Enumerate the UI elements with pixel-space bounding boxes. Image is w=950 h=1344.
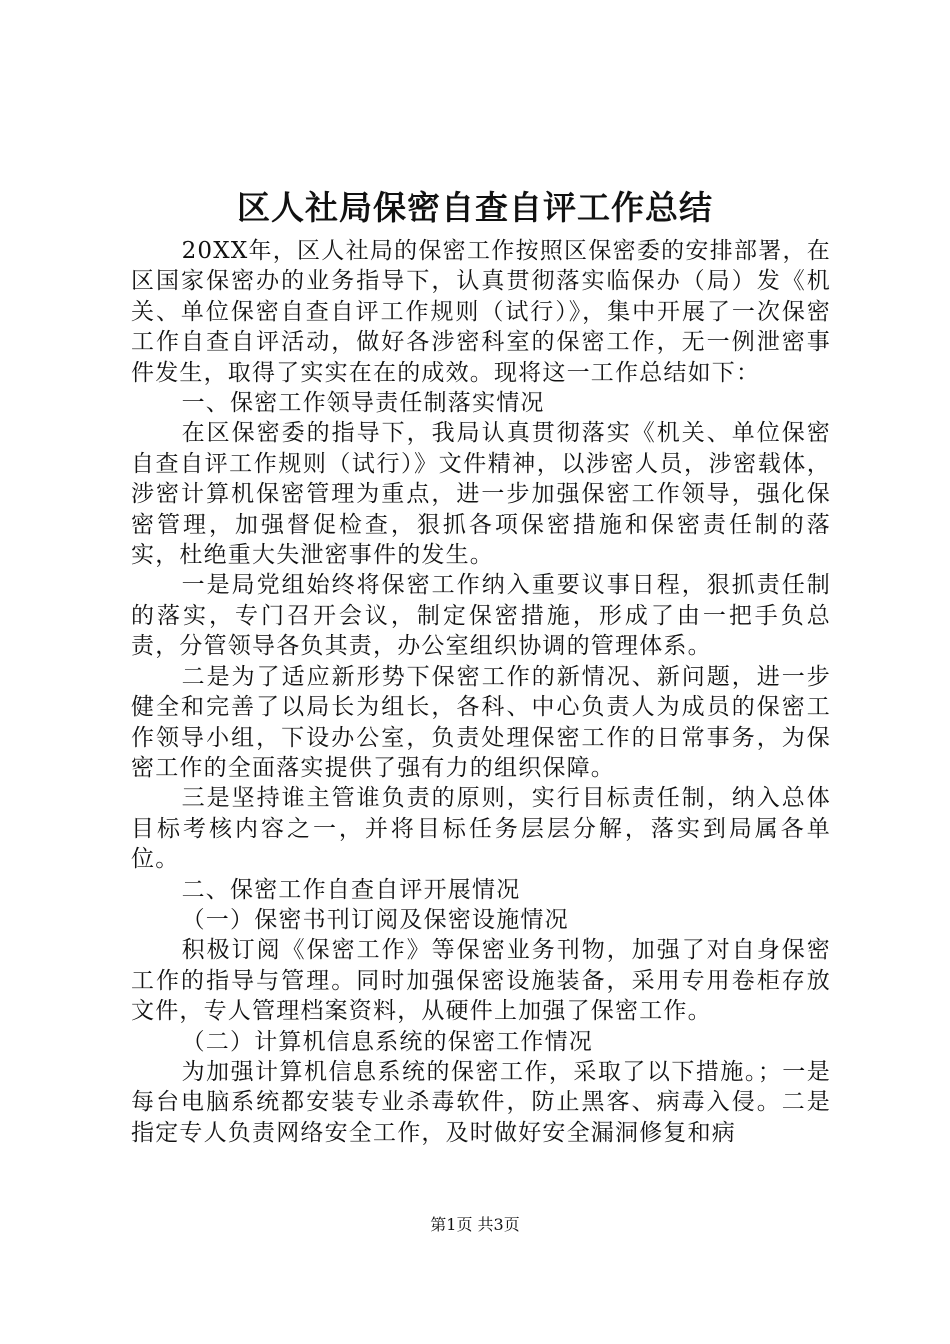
document-body [131,236,831,1148]
document-title: 区人社局保密自查自评工作总结 [237,188,713,227]
body-paragraph: 二是为了适应新形势下保密工作的新情况、新问题，进一步健全和完善了以局长为组长，各科、中心负责人为成员的保密工作领导小组，下设办公室，负责处理保密工作的日常事务，为保密工作的全面落实提供了强有力的组织保障。 [131,663,831,781]
intro-paragraph: 20XX年，区人社局的保密工作按照区保密委的安排部署，在区国家保密办的业务指导下，认真贯彻落实临保办（局）发《机关、单位保密自查自评工作规则（试行）》，集中开展了一次保密工作自查自评活动，做好各涉密科室的保密工作，无一例泄密事件发生，取得了实实在在的成效。现将这一工作总结如下： [131,238,831,386]
body-paragraph: 三是坚持谁主管谁负责的原则，实行目标责任制，纳入总体目标考核内容之一，并将目标任务层层分解，落实到局属各单位。 [131,785,831,873]
body-paragraph: 积极订阅《保密工作》等保密业务刊物，加强了对自身保密工作的指导与管理。同时加强保密设施装备，采用专用卷柜存放文件，专人管理档案资料，从硬件上加强了保密工作。 [131,937,831,1025]
page-number-footer: 第1页 共3页 [430,1215,520,1234]
section-heading-2: 二、保密工作自查自评开展情况 [181,876,521,903]
section-heading-1: 一、保密工作领导责任制落实情况 [181,390,545,417]
body-paragraph: 在区保密委的指导下，我局认真贯彻落实《机关、单位保密自查自评工作规则（试行）》文件精神，以涉密人员，涉密载体，涉密计算机保密管理为重点，进一步加强保密工作领导，强化保密管理，加强督促检查，狠抓各项保密措施和保密责任制的落实，杜绝重大失泄密事件的发生。 [131,420,831,569]
body-paragraph: 一是局党组始终将保密工作纳入重要议事日程，狠抓责任制的落实，专门召开会议，制定保密措施，形成了由一把手负总责，分管领导各负其责，办公室组织协调的管理体系。 [131,572,831,660]
subsection-heading-1: （一）保密书刊订阅及保密设施情况 [181,906,569,933]
subsection-heading-2: （二）计算机信息系统的保密工作情况 [181,1028,593,1055]
body-paragraph: 为加强计算机信息系统的保密工作，采取了以下措施。；一是每台电脑系统都安装专业杀毒软件，防止黑客、病毒入侵。二是指定专人负责网络安全工作，及时做好安全漏洞修复和病 [131,1058,831,1146]
